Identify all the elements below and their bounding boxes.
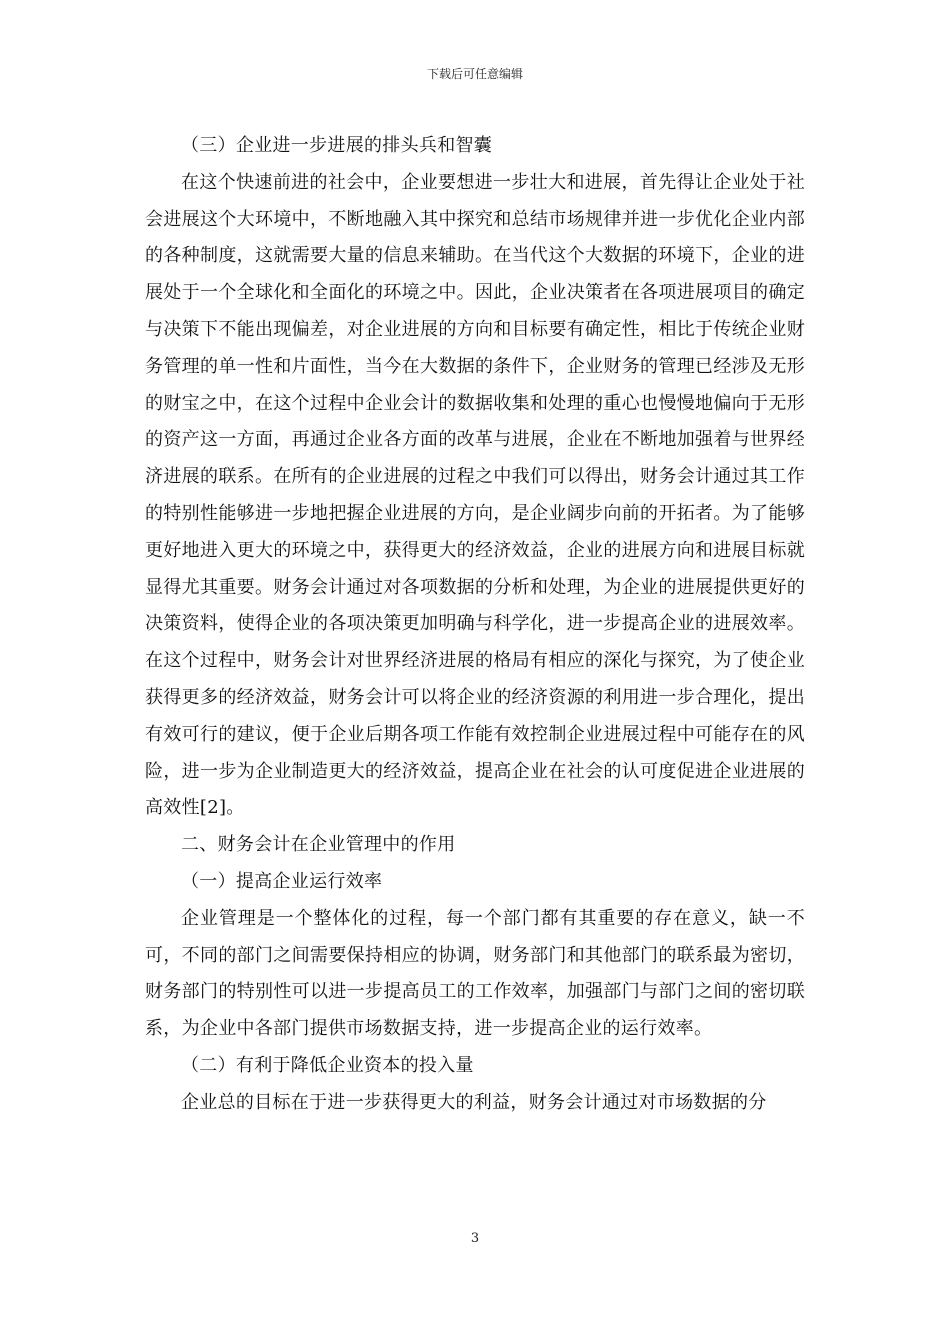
subsection-1-paragraph: 企业管理是一个整体化的过程，每一个部门都有其重要的存在意义，缺一不可，不同的部门之间需要保持相应的协调，财务部门和其他部门的联系最为密切，财务部门的特别性可以进一步提高员工的工作效率，加强部门与部门之间的密切联系，为企业中各部门提供市场数据支持，进一步提高企业的运行效率。 — [145, 907, 805, 1040]
chapter-heading-2: 二、财务会计在企业管理中的作用 — [181, 834, 456, 856]
section-3-paragraph: 在这个快速前进的社会中，企业要想进一步壮大和进展，首先得让企业处于社会进展这个大环境中，不断地融入其中探究和总结市场规律并进一步优化企业内部的各种制度，这就需要大量的信息来辅助。在当代这个大数据的环境下，企业的进展处于一个全球化和全面化的环境之中。因此，企业决策者在各项进展项目的确定与决策下不能出现偏差，对企业进展的方向和目标要有确定性，相比于传统企业财务管理的单一性和片面性，当今在大数据的条件下，企业财务的管理已经涉及无形的财宝之中，在这个过程中企业会计的数据收集和处理的重心也慢慢地偏向于无形的资产这一方面，再通过企业各方面的改革与进展，企业在不断地加强着与世界经济进展的联系。在所有的企业进展的过程之中我们可以得出，财务会计通过其工作的特别性能够进一步地把握企业进展的方向，是企业阔步向前的开拓者。为了能够更好地进入更大的环境之中，获得更大的经济效益，企业的进展方向和进展目标就显得尤其重要。财务会计通过对各项数据的分析和处理，为企业的进展提供更好的决策资料，使得企业的各项决策更加明确与科学化，进一步提高企业的进展效率。在这个过程中，财务会计对世界经济进展的格局有相应的深化与探究，为了使企业获得更多的经济效益，财务会计可以将企业的经济资源的利用进一步合理化，提出有效可行的建议，便于企业后期各项工作能有效控制企业进展过程中可能存在的风险，进一步为企业制造更大的经济效益，提高企业在社会的认可度促进企业进展的高效性[2]。 — [145, 171, 805, 819]
page-number: 3 — [470, 1231, 480, 1246]
section-heading-3: （三）企业进一步进展的排头兵和智囊 — [181, 135, 493, 156]
subsection-heading-2: （二）有利于降低企业资本的投入量 — [181, 1054, 474, 1076]
page-header: 下载后可任意编辑 — [426, 67, 523, 81]
page-content — [145, 128, 805, 1122]
subsection-heading-1: （一）提高企业运行效率 — [181, 870, 383, 892]
subsection-2-paragraph: 企业总的目标在于进一步获得更大的利益，财务会计通过对市场数据的分 — [181, 1091, 767, 1113]
